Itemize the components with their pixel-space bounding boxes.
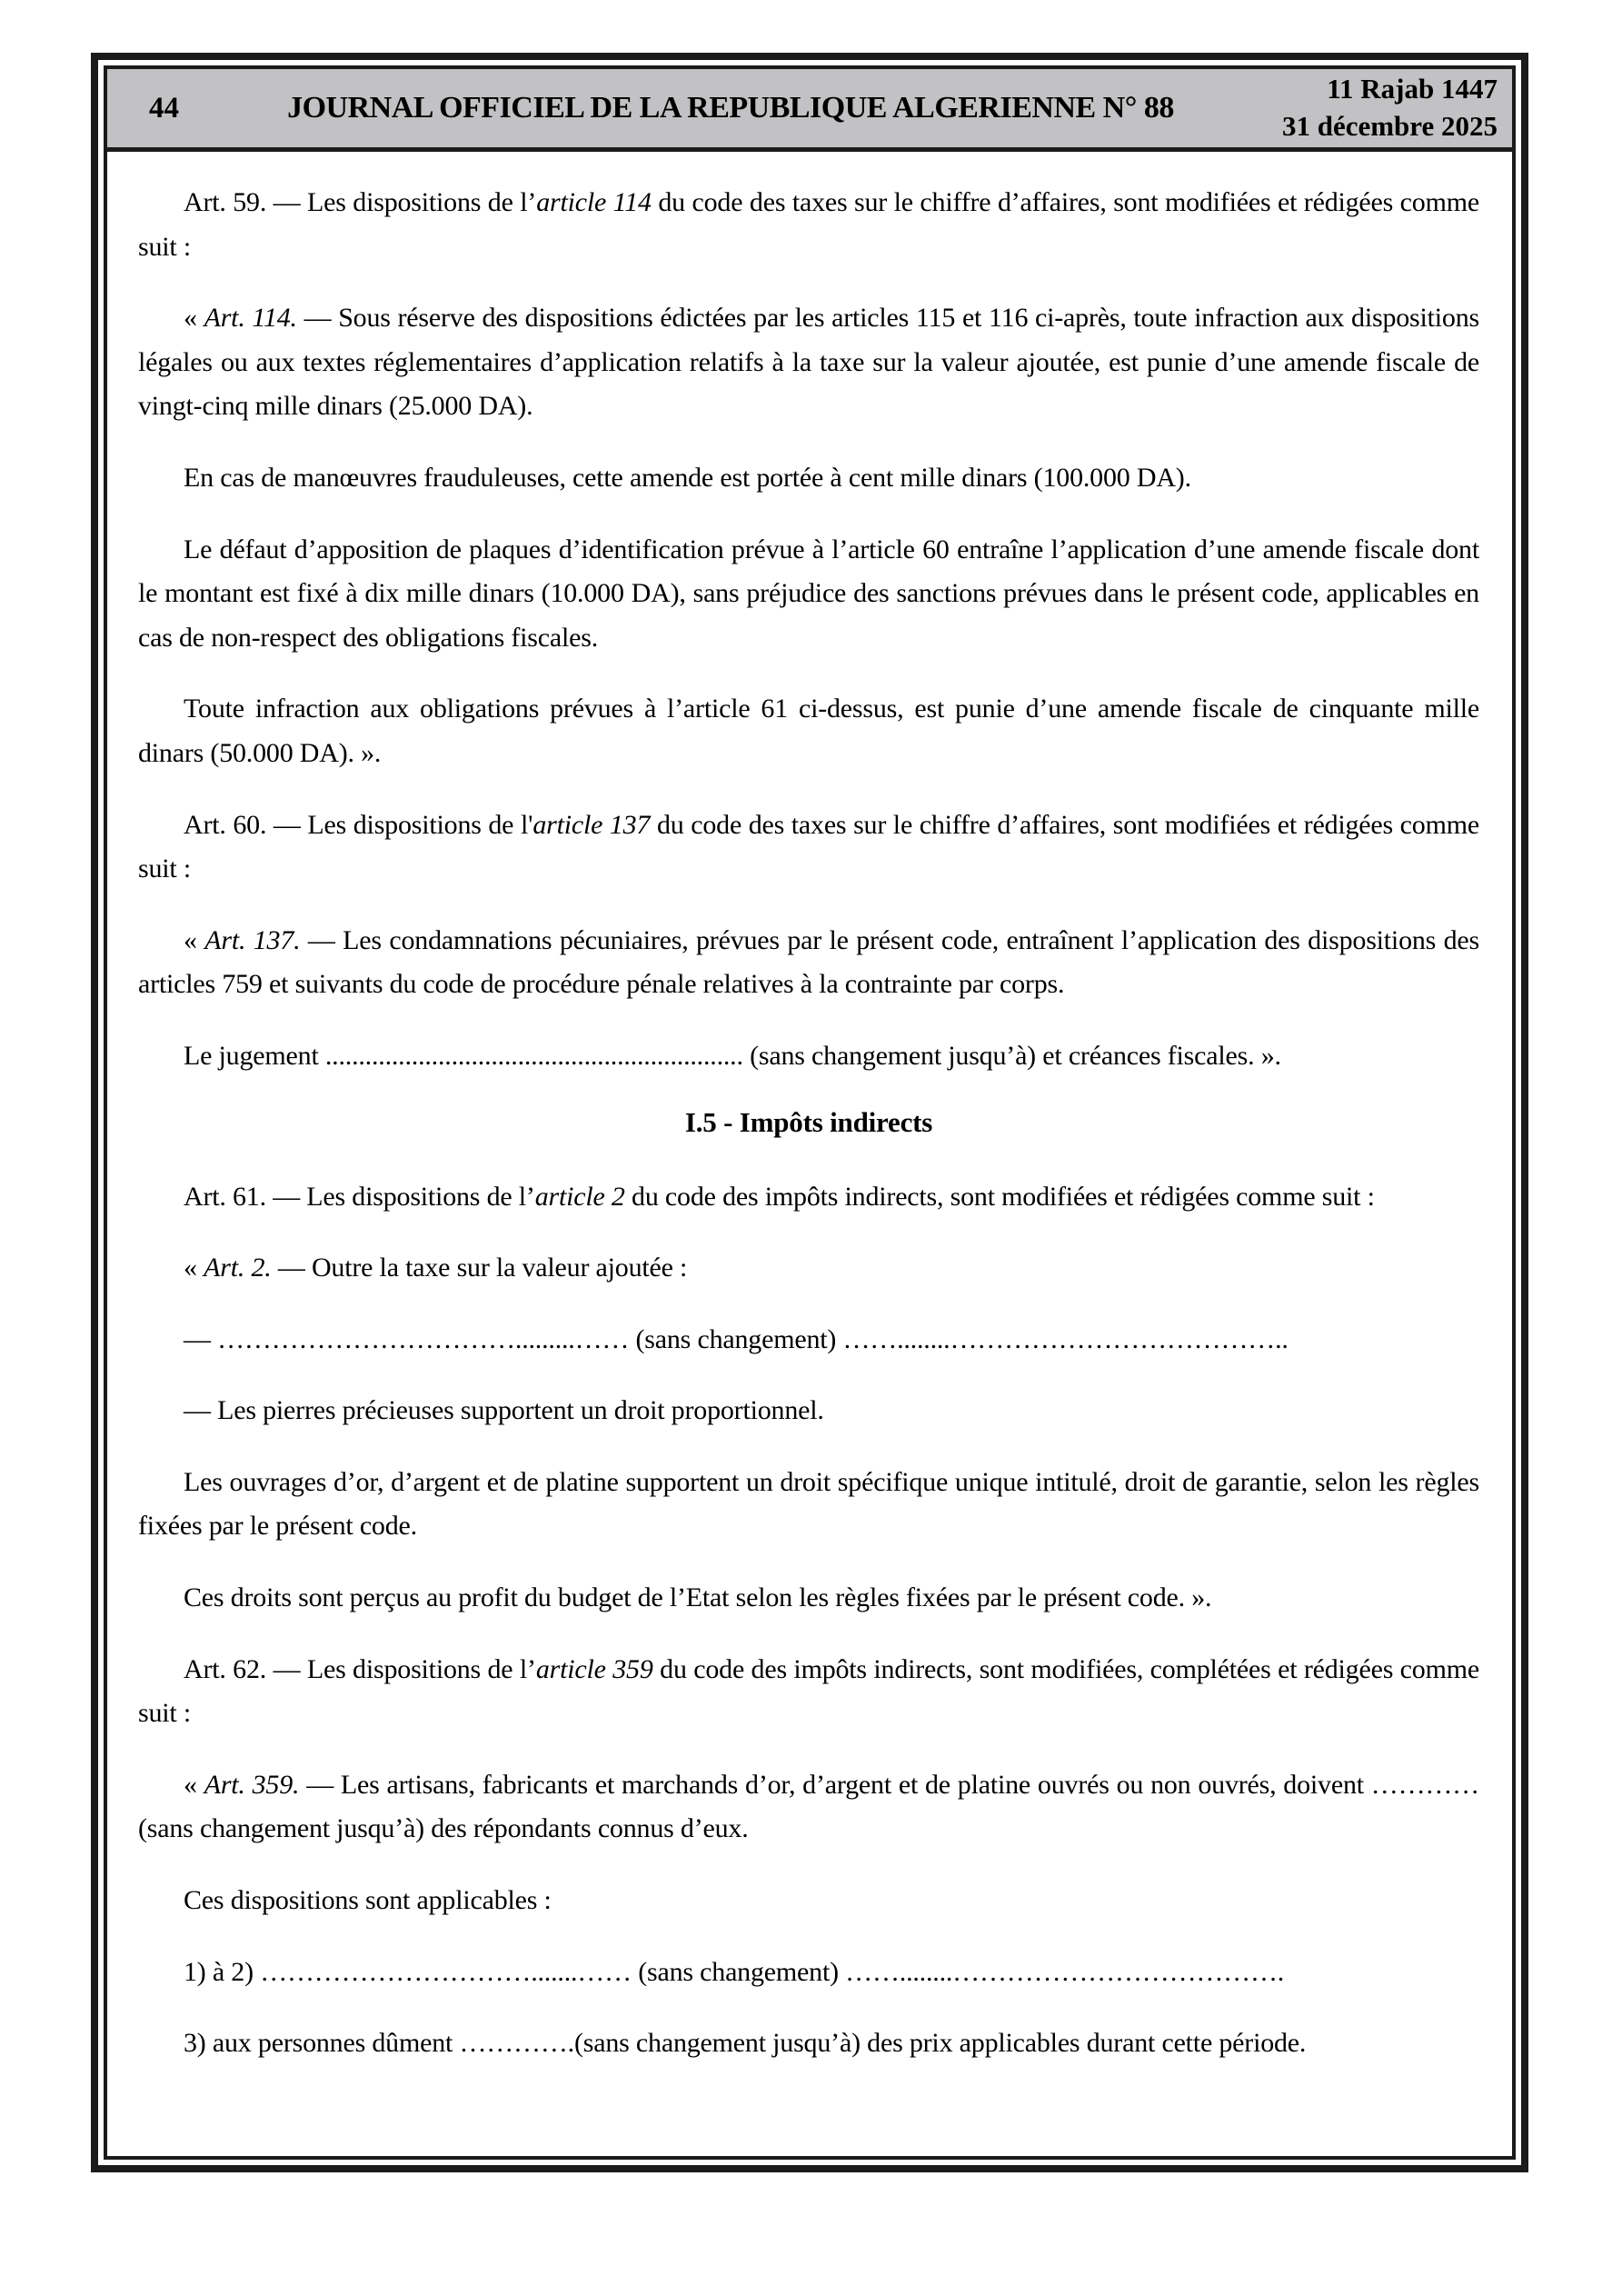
paragraph	[138, 1389, 1479, 1433]
journal-title: JOURNAL OFFICIEL DE LA REPUBLIQUE ALGERIENNE N° 88	[287, 91, 1174, 125]
text-run: — Les pierres précieuses supportent un droit proportionnel.	[184, 1395, 824, 1426]
text-run: Les ouvrages d’or, d’argent et de platine supportent un droit spécifique unique intitulé, droit de garantie, selon les règles fixées par le présent code.	[138, 1466, 1479, 1542]
page-border-outer	[91, 53, 1528, 2172]
text-run: En cas de manœuvres frauduleuses, cette amende est portée à cent mille dinars (100.000 DA).	[184, 462, 1191, 493]
text-run: «	[184, 1253, 204, 1283]
italic-run: article 137	[532, 809, 651, 840]
text-run: du code des taxes sur le chiffre d’affaires, sont modifiées et rédigées comme suit :	[138, 187, 1479, 262]
text-run: Art. 60. — Les dispositions de l'	[184, 809, 533, 840]
text-run: du code des impôts indirects, sont modifiées et rédigées comme suit :	[624, 1181, 1375, 1212]
paragraph	[138, 804, 1479, 892]
paragraph	[138, 1461, 1479, 1549]
text-run: «	[184, 303, 204, 334]
text-run: — Les condamnations pécuniaires, prévues par le présent code, entraînent l’application des dispositions des articles 759 et suivants du code de procédure pénale relatives à la contrainte par corps.	[138, 924, 1479, 1000]
paragraph	[138, 528, 1479, 661]
journal-header	[107, 69, 1512, 152]
paragraph	[138, 181, 1479, 269]
italic-run: Art. 114.	[204, 303, 297, 334]
italic-run: article 114	[536, 187, 652, 217]
date-gregorian: 31 décembre 2025	[1281, 110, 1498, 142]
section-heading	[138, 1106, 1479, 1139]
paragraph	[138, 1648, 1479, 1736]
text-run: Ces dispositions sont applicables :	[184, 1885, 552, 1916]
paragraph	[138, 919, 1479, 1007]
paragraph	[138, 1175, 1479, 1220]
text-run: Art. 59. — Les dispositions de l’	[184, 187, 537, 217]
text-run: du code des impôts indirects, sont modifiées, complétées et rédigées comme suit :	[138, 1653, 1479, 1729]
page-number: 44	[149, 91, 179, 125]
date-hijri: 11 Rajab 1447	[1327, 73, 1498, 105]
text-run: du code des taxes sur le chiffre d’affaires, sont modifiées et rédigées comme suit :	[138, 809, 1479, 884]
text-run: «	[184, 1769, 204, 1800]
paragraph	[138, 687, 1479, 775]
paragraph	[138, 1318, 1479, 1363]
paragraph	[138, 456, 1479, 501]
page-border-inner	[104, 65, 1516, 2160]
paragraph	[138, 1034, 1479, 1079]
issue-dates	[1282, 71, 1498, 145]
text-run: Art. 62. — Les dispositions de l’	[184, 1653, 536, 1684]
text-run: 3) aux personnes dûment ………….(sans changement jusqu’à) des prix applicables durant cette période.	[184, 2028, 1307, 2059]
text-run: — Les artisans, fabricants et marchands d’or, d’argent et de platine ouvrés ou non ouvrés, doivent ………… (sans changement jusqu’à) des répondants connus d’eux.	[138, 1769, 1479, 1844]
italic-run: article 2	[534, 1181, 625, 1212]
document-body	[107, 152, 1512, 2156]
paragraph	[138, 1951, 1479, 1995]
text-run: Toute infraction aux obligations prévues à l’article 61 ci-dessus, est punie d’une amende fiscale de cinquante mille dinars (50.000 DA). ».	[138, 694, 1479, 768]
text-run: — Outre la taxe sur la valeur ajoutée :	[271, 1253, 688, 1283]
paragraph	[138, 1879, 1479, 1923]
text-run: Ces droits sont perçus au profit du budget de l’Etat selon les règles fixées par le présent code. ».	[184, 1582, 1212, 1613]
text-run: 1) à 2) ………………………….......…… (sans changement) ……........……………………………….	[184, 1956, 1285, 1987]
paragraph	[138, 296, 1479, 429]
italic-run: Art. 359.	[204, 1769, 300, 1800]
italic-run: Art. 2.	[204, 1253, 272, 1283]
paragraph	[138, 2021, 1479, 2066]
text-run: Le défaut d’apposition de plaques d’identification prévue à l’article 60 entraîne l’application d’une amende fiscale dont le montant est fixé à dix mille dinars (10.000 DA), sans préjudice des sanctions prévues dans le présent code, applicables en cas de non-respect des obligations fiscales.	[138, 534, 1479, 653]
italic-run: Art. 137.	[204, 924, 301, 955]
text-run: — …………………………….........…… (sans changement) ……........………………………………..	[184, 1323, 1289, 1354]
text-run: — Sous réserve des dispositions édictées par les articles 115 et 116 ci-après, toute infraction aux dispositions légales ou aux textes réglementaires d’application relatifs à la taxe sur la valeur ajoutée, est punie d’une amende fiscale de vingt-cinq mille dinars (25.000 DA).	[138, 303, 1479, 422]
paragraph	[138, 1763, 1479, 1852]
paragraph	[138, 1576, 1479, 1621]
italic-run: article 359	[535, 1653, 653, 1684]
text-run: I.5 - Impôts indirects	[684, 1105, 933, 1138]
text-run: «	[184, 924, 205, 955]
text-run: Le jugement ............................................................... (sans changement jusqu’à) et créances fiscales. ».	[184, 1040, 1281, 1071]
paragraph	[138, 1246, 1479, 1291]
text-run: Art. 61. — Les dispositions de l’	[184, 1181, 535, 1212]
